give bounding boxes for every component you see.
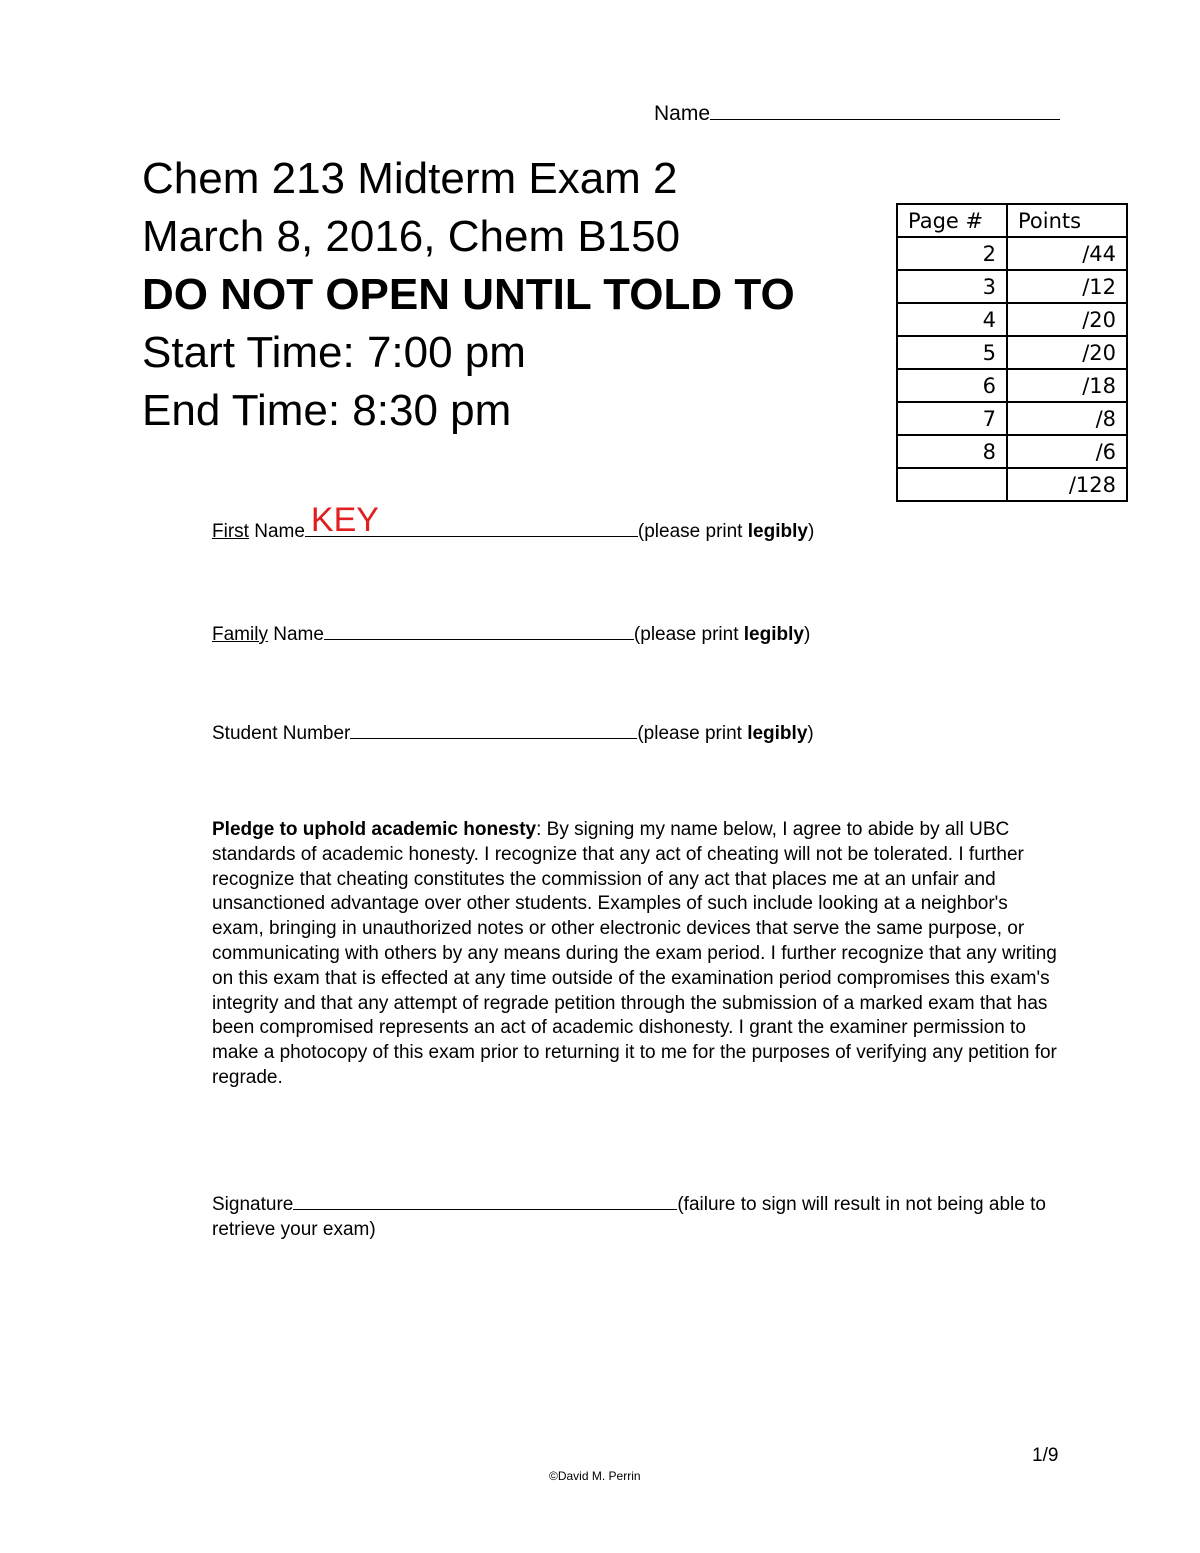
first-name-label-underlined: First xyxy=(212,521,249,542)
hint-open: (please print xyxy=(633,624,744,645)
points-cell: /18 xyxy=(1007,369,1127,402)
student-number-field xyxy=(212,720,814,746)
first-name-field xyxy=(212,501,815,544)
points-cell: /20 xyxy=(1007,303,1127,336)
course-title: Chem 213 Midterm Exam 2 xyxy=(142,154,678,203)
points-cell: /12 xyxy=(1007,270,1127,303)
header-page: Page # xyxy=(897,204,1007,237)
hint-bold: legibly xyxy=(747,723,808,744)
table-row xyxy=(897,402,1127,435)
table-row xyxy=(897,237,1127,270)
page-cell: 4 xyxy=(897,303,1007,336)
hint-close: ) xyxy=(803,624,811,645)
points-table-header xyxy=(897,204,1127,237)
hint-bold: legibly xyxy=(743,624,804,645)
table-row xyxy=(897,303,1127,336)
end-time: End Time: 8:30 pm xyxy=(142,386,512,435)
hint-open: (please print xyxy=(637,723,748,744)
hint-close: ) xyxy=(807,521,815,542)
pledge-text: : By signing my name below, I agree to abide by all UBC standards of academic honesty. I recognize that any act of cheating will not be tolerated. I further recognize that cheating constitutes the commission of any act that places me at an unfair and unsanctioned advantage over other students. Examples of such include looking at a neighbor's exam, bringing in unauthorized notes or other electronic devices that serve the same purpose, or communicating with others by any means during the exam period. I further recognize that any writing on this exam that is effected at any time outside of the examination period compromises this exam's integrity and that any attempt of regrade petition through the submission of a marked exam that has been compromised represents an act of academic dishonesty. I grant the examiner permission to make a photocopy of this exam prior to returning it to me for the purposes of verifying any petition for regrade. xyxy=(212,819,1057,1088)
table-row xyxy=(897,435,1127,468)
table-row xyxy=(897,270,1127,303)
signature-blank[interactable] xyxy=(293,1191,677,1210)
signature-note: (failure to sign will result in not being able to retrieve your exam) xyxy=(212,1194,1046,1240)
family-name-field xyxy=(212,621,810,647)
exam-title xyxy=(142,150,795,440)
first-name-value: KEY xyxy=(310,501,379,539)
table-row xyxy=(897,336,1127,369)
points-cell: /8 xyxy=(1007,402,1127,435)
points-cell: /6 xyxy=(1007,435,1127,468)
total-row xyxy=(897,468,1127,501)
total-points-cell: /128 xyxy=(1007,468,1127,501)
signature-label: Signature xyxy=(212,1194,294,1215)
family-name-blank[interactable] xyxy=(324,621,634,640)
page-cell: 3 xyxy=(897,270,1007,303)
first-name-label: Name xyxy=(248,521,305,542)
hint-bold: legibly xyxy=(747,521,808,542)
exam-date-location: March 8, 2016, Chem B150 xyxy=(142,212,681,261)
family-name-label: Name xyxy=(267,624,324,645)
page-cell: 2 xyxy=(897,237,1007,270)
signature-field xyxy=(212,1191,1062,1242)
do-not-open-warning: DO NOT OPEN UNTIL TOLD TO xyxy=(142,270,795,319)
first-name-blank[interactable] xyxy=(305,501,638,539)
name-blank[interactable] xyxy=(710,98,1060,120)
page-cell: 6 xyxy=(897,369,1007,402)
start-time: Start Time: 7:00 pm xyxy=(142,328,526,377)
hint-open: (please print xyxy=(637,521,748,542)
points-cell: /20 xyxy=(1007,336,1127,369)
points-table xyxy=(896,203,1128,502)
student-number-label: Student Number xyxy=(212,723,351,744)
table-row xyxy=(897,369,1127,402)
page-number: 1/9 xyxy=(1032,1445,1059,1466)
page-cell xyxy=(897,468,1007,501)
page-cell: 7 xyxy=(897,402,1007,435)
hint-close: ) xyxy=(807,723,814,744)
page-cell: 5 xyxy=(897,336,1007,369)
copyright-notice: ©David M. Perrin xyxy=(549,1469,641,1483)
name-label: Name xyxy=(654,102,711,125)
points-cell: /44 xyxy=(1007,237,1127,270)
header-points: Points xyxy=(1007,204,1127,237)
family-name-label-underlined: Family xyxy=(212,624,268,645)
pledge-heading: Pledge to uphold academic honesty xyxy=(212,819,537,840)
name-field xyxy=(654,98,1060,127)
academic-honesty-pledge xyxy=(212,818,1062,1091)
page-cell: 8 xyxy=(897,435,1007,468)
student-number-blank[interactable] xyxy=(350,720,637,739)
